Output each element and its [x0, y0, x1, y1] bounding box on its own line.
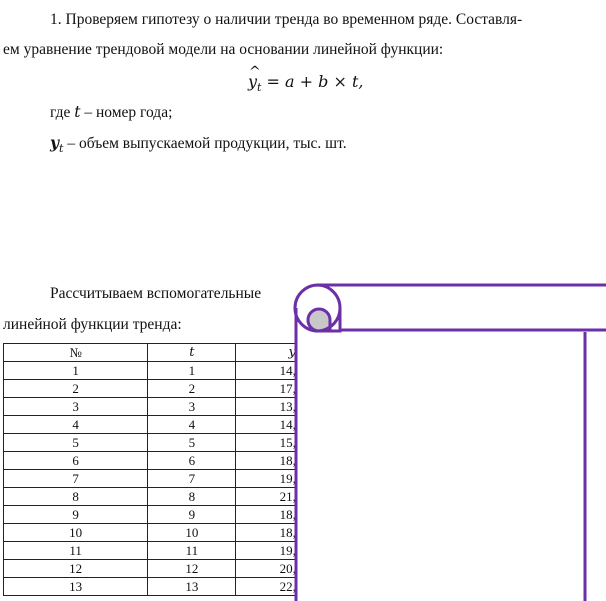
cell-number: 8	[4, 488, 148, 506]
cell-y: 18,	[236, 452, 298, 470]
table-row	[4, 560, 606, 578]
cell-hidden	[298, 416, 605, 434]
cell-t: 4	[148, 416, 236, 434]
cell-t: 2	[148, 380, 236, 398]
cell-number: 3	[4, 398, 148, 416]
table-row	[4, 434, 606, 452]
table-row	[4, 470, 606, 488]
paragraph2-line2: линейной функции тренда:	[3, 316, 182, 333]
cell-hidden	[298, 380, 605, 398]
cell-number: 9	[4, 506, 148, 524]
cell-number: 4	[4, 416, 148, 434]
cell-number: 12	[4, 560, 148, 578]
scroll-curl-line	[318, 308, 340, 331]
cell-y: 18,	[236, 506, 298, 524]
cell-hidden	[298, 398, 605, 416]
cell-hidden	[298, 362, 605, 380]
formula-lhs: ^ $y_t$	[248, 72, 261, 98]
cell-hidden	[298, 434, 605, 452]
cell-y: 18,	[236, 524, 298, 542]
header-hidden	[298, 344, 605, 362]
cell-number: 1	[4, 362, 148, 380]
scroll-curl-inner	[308, 309, 330, 331]
table-row	[4, 506, 606, 524]
cell-t: 1	[148, 362, 236, 380]
cell-y: 17,	[236, 380, 298, 398]
where-t-line: где t – номер года;	[50, 103, 173, 121]
scroll-curl-outer	[295, 285, 340, 331]
cell-y: 22,	[236, 578, 298, 596]
cell-y: 14,	[236, 362, 298, 380]
table-row	[4, 578, 606, 596]
cell-t: 13	[148, 578, 236, 596]
cell-y: 19,	[236, 542, 298, 560]
cell-t: 9	[148, 506, 236, 524]
cell-t: 5	[148, 434, 236, 452]
cell-t: 11	[148, 542, 236, 560]
table-header-row	[4, 344, 606, 362]
cell-t: 12	[148, 560, 236, 578]
cell-y: 21,	[236, 488, 298, 506]
cell-number: 10	[4, 524, 148, 542]
table-row	[4, 452, 606, 470]
cell-t: 6	[148, 452, 236, 470]
header-t: t	[148, 344, 236, 362]
table-row	[4, 488, 606, 506]
table-row	[4, 416, 606, 434]
cell-hidden	[298, 524, 605, 542]
cell-t: 3	[148, 398, 236, 416]
cell-number: 6	[4, 452, 148, 470]
cell-number: 5	[4, 434, 148, 452]
trend-formula	[248, 72, 364, 98]
paragraph2-line1: Рассчитываем вспомогательные	[50, 285, 262, 302]
cell-number: 11	[4, 542, 148, 560]
cell-number: 2	[4, 380, 148, 398]
paragraph1-line2: ем уравнение трендовой модели на основании линейной функции:	[3, 41, 444, 58]
calculation-table	[3, 343, 606, 596]
cell-number: 13	[4, 578, 148, 596]
cell-hidden	[298, 470, 605, 488]
cell-y: 13,	[236, 398, 298, 416]
cell-hidden	[298, 560, 605, 578]
header-number: №	[4, 344, 148, 362]
paragraph1-line1: 1. Проверяем гипотезу о наличии тренда во временном ряде. Составля-	[50, 11, 523, 28]
table-row	[4, 542, 606, 560]
formula-rhs: = a + b × t,	[261, 72, 364, 91]
cell-t: 10	[148, 524, 236, 542]
header-y: y	[236, 344, 298, 362]
table-row	[4, 398, 606, 416]
cell-y: 14,	[236, 416, 298, 434]
cell-hidden	[298, 506, 605, 524]
cell-t: 7	[148, 470, 236, 488]
where-y-line: $y_t$ – объем выпускаемой продукции, тыс. шт.	[50, 133, 347, 156]
cell-hidden	[298, 452, 605, 470]
table-row	[4, 524, 606, 542]
cell-t: 8	[148, 488, 236, 506]
cell-hidden	[298, 578, 605, 596]
cell-y: 20,	[236, 560, 298, 578]
cell-y: 19,	[236, 470, 298, 488]
table-row	[4, 380, 606, 398]
cell-hidden	[298, 542, 605, 560]
table-row	[4, 362, 606, 380]
cell-y: 15,	[236, 434, 298, 452]
cell-hidden	[298, 488, 605, 506]
cell-number: 7	[4, 470, 148, 488]
